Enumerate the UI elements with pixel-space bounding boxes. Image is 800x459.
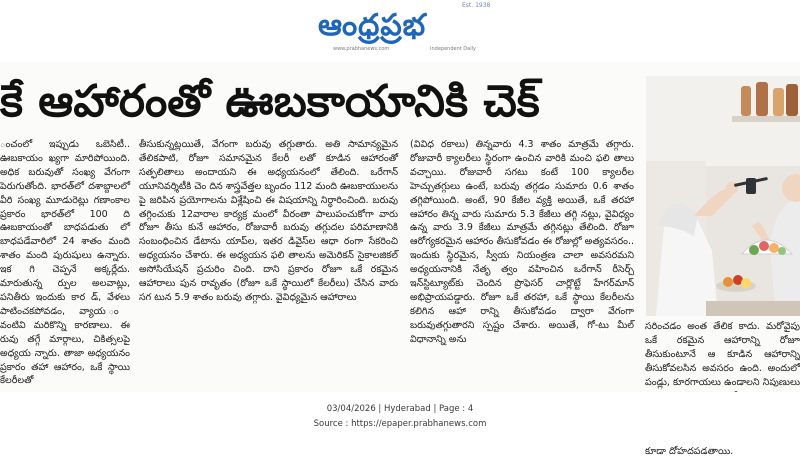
logo-website: www.prabhanews.com xyxy=(333,46,390,52)
article-column-1: ంచంలో ఇప్పుడు ఒబెసిటీ.. ఊబకాయం ఖ్యగా మారిపోయింది. అధిక బరువుతో సంఖ్య వేగంగా పెరుగుతోంది. భారత్‌లో దశాబ్దాలలో వీరి సంఖ్య మూడురెట్లు గణాంకాల ప్రకారం భారత్‌లో 100 ది ఊబకాయంతో బాధపడుతు లో బాధపడేవారిలో 24 శాతం మంది శాతం మంది పురుషులు ఉన్నారు. ఇక గి చెప్పనే అక్కర్లేదు. మారుతున్న ర్పుల అలవాట్లు, పనితీరు ఇందుకు కార డ్, వేళలు పాటించకపోవడం, వ్యాయ ం వంటివి మరికొన్ని కారణాలు. ఈ రువు తగ్గే మార్గాలు, చికిత్సలపై అధ్యయ న్నారు. తాజా అధ్యయనం ప్రకారం తహా ఆహారం, ఒకే స్థాయి కేలరీలతో xyxy=(0,139,130,387)
article-column-3: (వివిధ రకాలు) తిన్నవారు 4.3 శాతం మాత్రమే తగ్గారు. రోజువారీ క్యాలరీలు స్థిరంగా ఉంచిన వారికి మంచి ఫలి తాలు వచ్చాయి. రోజువారీ సగటు కంటే 100 క్యాలరీల హెచ్చుతగ్గులు ఉంటే, బరువు తగ్గడం సుమారు 0.6 శాతం తగ్గిపోయింది. అంటే, 90 కేజీల వ్యక్తి అయితే, ఒకే తరహా ఆహారం తిన్న వారు సుమారు 5.3 కేజీలు తగ్గి నట్లు, వైవిధ్యం ఉన్న వారు 3.9 కేజీలు మాత్రమే తగ్గినట్లు తేలింది. రోజూ ఆరోగ్యకరమైన ఆహారం తీసుకోవడం ఈ రోజుల్లో అత్యవసరం.. ఇందుకు స్థిరమైన, స్వీయ నియంత్రణ చాలా అవసరమని అధ్యయనానికి నేతృ త్వం వహించిన ఒరేగాన్ రీసెర్చ్ ఇన్‌స్టిట్యూట్‌కు చెందిన ప్రొఫెసర్ చార్లొట్టే హేగర్‌మాన్ అభిప్రాయపడ్డారు. రోజూ ఒకే తరహా, ఒకే స్థాయి కేలరీలను కలిగిన ఆహా రాన్ని తీసుకోవడం ద్వారా వేగంగా బరువుతగ్గుతారని స్పష్టం చేశారు. అయితే, గో-టు మీల్ విధానాన్ని అను xyxy=(410,139,634,345)
logo-established: Est. 1938 xyxy=(462,2,491,9)
masthead xyxy=(0,0,800,62)
footer-source-line: Source : https://epaper.prabhanews.com xyxy=(313,419,487,429)
article-photo xyxy=(646,76,800,316)
page-footer xyxy=(0,392,800,445)
article-photo-illustration xyxy=(646,76,800,316)
logo-tagline: Independent Daily xyxy=(430,46,476,52)
article-headline: కే ఆహారంతో ఊబకాయానికి చెక్ xyxy=(0,76,540,127)
article-column-4: సరించడం అంత తేలిక కాదు. మరోవైపు ఒకే రకమైన ఆహారాన్ని రోజూ తీసుకుంటూనే ఆ కూడిన ఆహారాన్ని తీసుకోవలసిన అవసరం ఉంది. అందులో పండ్లు, కూరగాయలు ఉండాలని నిపుణులు కూడా దోహదపడతాయి. xyxy=(645,321,800,458)
article-column-2: తీసుకున్నట్లయితే, వేగంగా బరువు తగ్గుతారు. అతి సామాన్యమైన తేలికపాటి, రోజూ సమానమైన కేలరీ లతో కూడిన ఆహారంతో సత్ఫలితాలు అందాయని ఈ అధ్యయనంలో తేలింది. ఒరేగాన్ యూనివర్శిటీకి చెం దిన శాస్త్రవేత్తల బృందం 112 మంది ఊబకాయులను పై జరిపిన ప్రయోగాలను విశ్లేషించి ఈ విషయాన్ని నిర్ధారించింది. బరువు తగ్గించుకు 12వారాల కార్యక్ర మంలో వీరంతా పాలుపంచుకోగా వారు రోజూ తీసు కునే ఆహారం, రోజువారీ బరువు తగ్గుదల పరిమాణానికి సంబంధించిన డేటాను యాప్‌ల, ఇతర డివైస్‌ల ఆధా రంగా సేకరించి అధ్యయనం చేశారు. ఈ అధ్యయన ఫలి తాలను అమెరికన్ సైకాలజికల్ అసోసియేషన్ ప్రచురిం చింది. దాని ప్రకారం రోజూ ఒకే రకమైన ఆహారాలు పున రావృతం (రోజూ ఒకే స్థాయిలో కేలరీలు) చేసిన వారు సగ టున 5.9 శాతం బరువు తగ్గారు. వైవిధ్యమైన ఆహారాలు xyxy=(139,139,398,303)
footer-date-line: 03/04/2026 | Hyderabad | Page : 4 xyxy=(326,404,474,414)
newspaper-logo: ఆంధ్రప్రభ xyxy=(318,8,427,43)
